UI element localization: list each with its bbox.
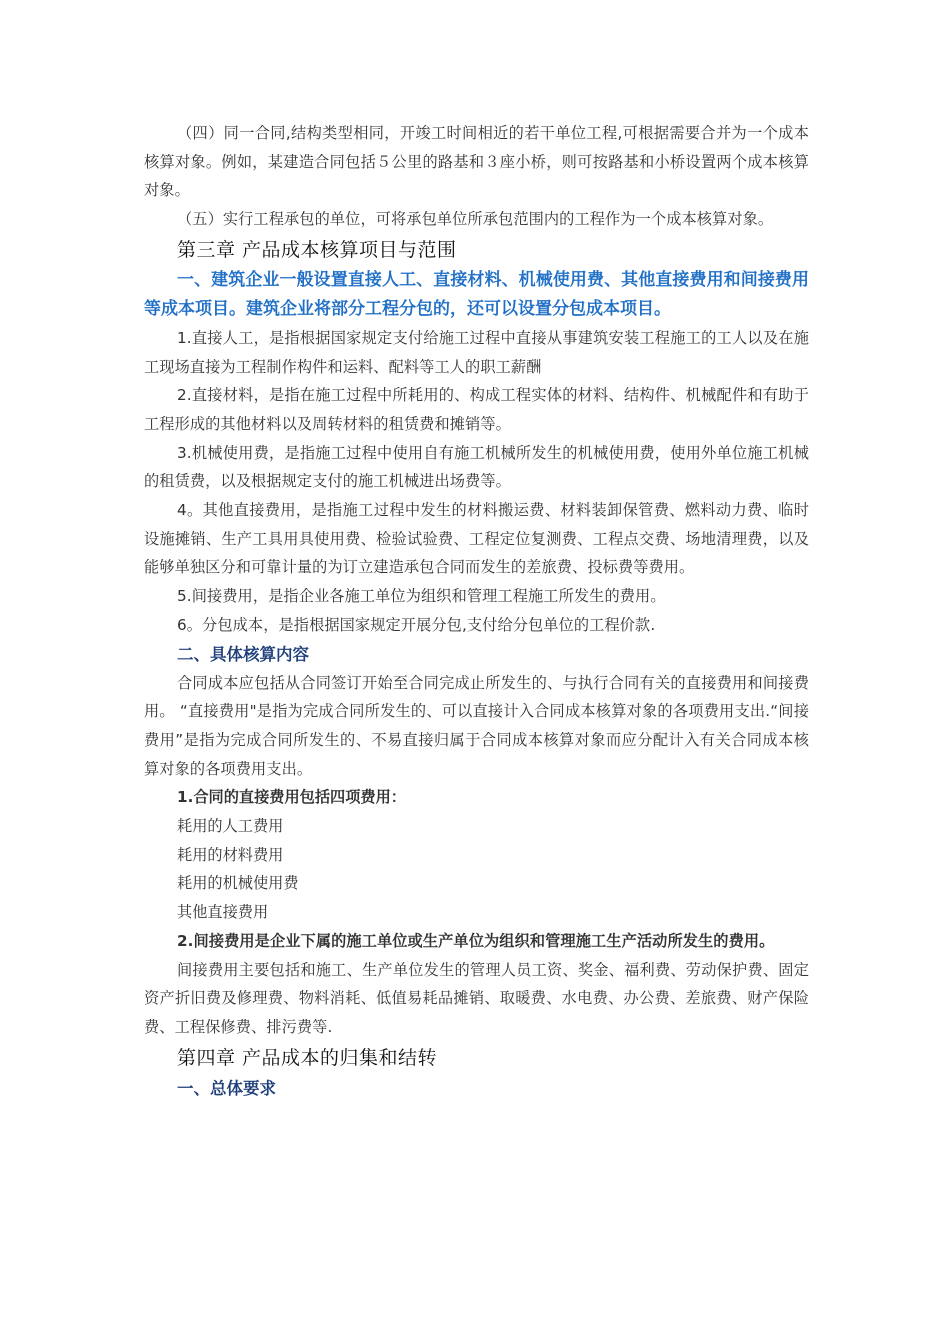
chapter-3-section-1-title: 一、建筑企业一般设置直接人工、直接材料、机械使用费、其他直接费用和间接费用等成本项目。建筑企业将部分工程分包的，还可以设置分包成本项目。: [144, 269, 809, 319]
contract-cost-paragraph: 合同成本应包括从合同签订开始至合同完成止所发生的、与执行合同有关的直接费用和间接费用。 “直接费用"是指为完成合同所发生的、可以直接计入合同成本核算对象的各项费用支出.“间接费用”是指为完成合同所发生的、不易直接归属于合同成本核算对象而应分配计入有关合同成本核算对象的各项费用支出。: [144, 673, 809, 778]
paragraph-item-4: （四）同一合同,结构类型相同，开竣工时间相近的若干单位工程,可根据需要合并为一个成本核算对象。例如，某建造合同包括５公里的路基和３座小桥，则可按路基和小桥设置两个成本核算对象。: [144, 124, 809, 200]
direct-cost-list-item: 耗用的材料费用: [177, 845, 284, 864]
indirect-cost-heading: 2.间接费用是企业下属的施工单位或生产单位为组织和管理施工生产活动所发生的费用。: [177, 931, 775, 950]
cost-item-5: 5.间接费用，是指企业各施工单位为组织和管理工程施工所发生的费用。: [177, 587, 666, 606]
chapter-4-section-1-title: 一、总体要求: [177, 1078, 276, 1098]
cost-item-1: 1.直接人工，是指根据国家规定支付给施工过程中直接从事建筑安装工程施工的工人以及在施工现场直接为工程制作构件和运料、配料等工人的职工薪酬: [144, 328, 809, 376]
document-page: [144, 119, 809, 1103]
direct-cost-list-item: 其他直接费用: [177, 903, 269, 922]
chapter-4-title: 第四章 产品成本的归集和结转: [177, 1046, 438, 1069]
cost-item-2: 2.直接材料，是指在施工过程中所耗用的、构成工程实体的材料、结构件、机械配件和有助于工程形成的其他材料以及周转材料的租赁费和摊销等。: [144, 386, 809, 433]
chapter-3-section-2-title: 二、具体核算内容: [177, 644, 309, 664]
direct-cost-heading: 1.合同的直接费用包括四项费用：: [177, 788, 406, 807]
chapter-3-title: 第三章 产品成本核算项目与范围: [177, 238, 457, 261]
paragraph-item-5: （五）实行工程承包的单位，可将承包单位所承包范围内的工程作为一个成本核算对象。: [177, 210, 774, 229]
cost-item-4: 4。其他直接费用，是指施工过程中发生的材料搬运费、材料装卸保管费、燃料动力费、临时设施摊销、生产工具用具使用费、检验试验费、工程定位复测费、工程点交费、场地清理费，以及能够单独区分和可靠计量的为订立建造承包合同而发生的差旅费、投标费等费用。: [144, 501, 809, 577]
cost-item-6: 6。分包成本，是指根据国家规定开展分包,支付给分包单位的工程价款.: [177, 615, 656, 634]
direct-cost-list-item: 耗用的机械使用费: [177, 874, 299, 893]
cost-item-3: 3.机械使用费，是指施工过程中使用自有施工机械所发生的机械使用费，使用外单位施工机械的租赁费，以及根据规定支付的施工机械进出场费等。: [144, 443, 809, 491]
indirect-cost-paragraph: 间接费用主要包括和施工、生产单位发生的管理人员工资、奖金、福利费、劳动保护费、固定资产折旧费及修理费、物料消耗、低值易耗品摊销、取暖费、水电费、办公费、差旅费、财产保险费、工程保修费、排污费等.: [144, 960, 809, 1036]
direct-cost-list-item: 耗用的人工费用: [177, 817, 284, 836]
